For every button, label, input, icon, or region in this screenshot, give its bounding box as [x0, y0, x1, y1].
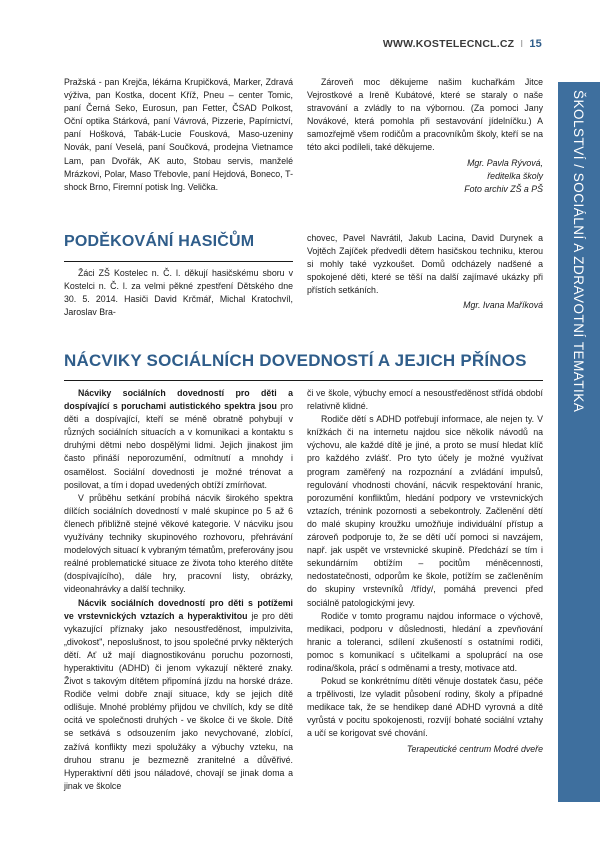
thanks-column	[307, 76, 543, 196]
firefighters-left-column	[64, 267, 293, 319]
sponsors-column	[64, 76, 293, 194]
article-signature: Terapeutické centrum Modré dveře	[406, 743, 543, 754]
page-number: 15	[529, 38, 542, 50]
header-separator: I	[520, 38, 524, 50]
article-paragraph-5: Rodiče dětí s ADHD potřebují informace, ale nejen ty. V knížkách či na internetu najdou sice několik návodů na výchovu, ale každé dítě je jiné, a proto se musí hledat klíč pro každého zvlášť. Pro tyto účely je možné využívat program zaměřený na rozpoznání a zvládání impulsů, regulování vhodnosti chování, nácvik respektování hranic, porozumění konfliktům, hledání podpory ve vrstevnických vztazích, trénink pozornosti a sebekontroly. Začlenění dětí do malé skupiny kroužku umožňuje individuální přístup a zároveň podporuje to, že se dětí učí pomoci si navzájem, např. jak uspět ve vrstevnické skupině. Předchází se tím i sekundárním obtížím – pocitům méněcennosti, nedostatečnosti, odporům ke škole, potížím se začleněním do skupiny vrstevníků /třídy/, pomáhá prevenci před sociálně patologickými jevy.	[307, 414, 543, 608]
article-paragraph-1-body: pro děti a dospívající, kteří se méně obratně pohybují v různých sociálních situacích a v komunikaci a kontaktu s druhými dětmi nebo dospělými lidmi. Jejich jinakost jim často přináší neporozumění, odmítnutí a mnohdy i osamělost. Sociální dovednosti je možné trénovat a posilovat, a tím i dopad uvedených obtíží zmírňovat.	[64, 401, 293, 490]
article-paragraph-7: Pokud se konkrétnímu dítěti věnuje dostatek času, péče a trpělivosti, lze vyladit působení rodiny, školy a případné medikace tak, že se hendikep dané ADHD vyrovná a dítě vyrůstá v pocitu spokojenosti, rozvíjí bohaté sociální vztahy a učí se korigovat své chování.	[307, 676, 543, 739]
photo-credit: Foto archiv ZŠ a PŠ	[464, 183, 543, 194]
thanks-text: Zároveň moc děkujeme našim kuchařkám Jitce Vejrostkové a Ireně Kubátové, které se staraly o naše stravování a zvládly to na výbornou. (Za pomoci Jany Novákové, která pomohla při sestavování jídelníčku.) A samozřejmě všem rodičům a pracovníkům školy, kteří se na této akci podíleli, také děkujeme.	[307, 77, 543, 153]
firefighters-text-left: Žáci ZŠ Kostelec n. Č. l. děkují hasičskému sboru v Kostelci n. Č. l. za velmi pěkné zpestření Dětského dne 30. 5. 2014. Hasiči David Krčmář, Michal Kratochvíl, Jaroslav Bra-	[64, 268, 293, 318]
signature-role: ředitelka školy	[487, 170, 543, 181]
article-rule	[64, 380, 543, 381]
article-left-column	[64, 387, 293, 793]
article-heading: NÁCVIKY SOCIÁLNÍCH DOVEDNOSTÍ A JEJICH PŘÍNOS	[64, 351, 527, 370]
section-side-tab-label: ŠKOLSTVÍ / SOCIÁLNÍ A ZDRAVOTNÍ TEMATIKA	[571, 90, 586, 413]
firefighters-text-right: chovec, Pavel Navrátil, Jakub Lacina, David Durynek a Vojtěch Zajíček předvedli dětem hasičskou techniku, kterou si mohly také vyzkoušet. Domů odcházely nadšené a spokojené děti, které se těší na další zajímavé ukázky při přístích setkáních.	[307, 233, 543, 296]
article-paragraph-1-lead: Nácviky sociálních dovedností pro děti a dospívající s poruchami autistického spektra jsou	[64, 388, 293, 412]
article-paragraph-3	[64, 597, 293, 793]
page-header	[383, 38, 542, 50]
signature-name: Mgr. Pavla Rývová,	[467, 157, 543, 168]
section-side-tab-label-wrap	[571, 90, 593, 412]
article-paragraph-4: či ve škole, výbuchy emocí a nesoustředěnost střídá období relativně klidné.	[307, 388, 543, 412]
firefighters-signature: Mgr. Ivana Maříková	[463, 300, 543, 311]
article-paragraph-1	[64, 387, 293, 492]
sponsors-text: Pražská - pan Krejča, lékárna Krupičková, Marker, Zdravá výživa, pan Kostka, docent Kříž, Pneu – center Tomic, paní Černá Seko, Eurosun, pan Fetter, ČSAD Polkost, Oční optika Stárková, paní Vávrová, Pizzerie, Papírnictví, paní Hošková, Tabák-Lucie Fousková, Maso-uzeniny Novák, paní Veselá, paní Součková, prodejna Vietnamce Lam, pan Dvořák, AK auto, Stobau servis, manželé Mrázkovi, Polar, Maso Třebovle, paní Hejdová, Boneco, T-shock Brno, Firemní potisk Ing. Velička.	[64, 77, 293, 192]
firefighters-heading: PODĚKOVÁNÍ HASIČŮM	[64, 233, 255, 250]
article-paragraph-3-body: je pro děti vykazující příznaky jako nesoustředěnost, impulzivita, „divokost", neposlušnost, to jsou společné prvky některých dětí. Ať už mají diagnostikovánu poruchu pozornosti, hyperaktivitu (ADHD) či jenom vykazují některé znaky. Život s takovým dítětem připomíná jízdu na horské dráze. Rodiče velmi dobře znají situace, kdy se jejich dítě odlišuje. Mnohé problémy přijdou ve chvílích, kdy se dítě ocitá ve společnosti druhých - ve školce či ve škole. Dítě se setkává s odsouzením jako nevychované, zlobící, zažívá konflikty mezi spolužáky a výbuchy vzteku, na druhou stranu je bezmezně zranitelné a důvěřivé. Hyperaktivní děti jsou náladové, chovají se jinak doma a jinak ve školce	[64, 610, 294, 791]
article-paragraph-2: V průběhu setkání probíhá nácvik širokého spektra dílčích sociálních dovedností v malé skupince po 5 až 6 členech přibližně stejné věkové kategorie. V nácviku jsou využívány techniky skupinového rozhovoru, přehrávání modelových situací k vybraným tématům, preferovány jsou reálné problematické situace ze života toho kterého dítěte (dospívajícího), dále hry, pracovní listy, obrázky, videonahrávky a další techniky.	[64, 492, 293, 595]
heading-rule	[64, 261, 293, 262]
article-paragraph-3-lead: Nácvik sociálních dovedností pro děti s potížemi ve vrstevnických vztazích a hyperaktivitou	[64, 597, 293, 621]
site-url: WWW.KOSTELECNCL.CZ	[382, 38, 515, 50]
firefighters-right-column	[307, 232, 543, 313]
article-right-column	[307, 387, 543, 756]
article-paragraph-6: Rodiče v tomto programu najdou informace o výchově, medikaci, podporu v důslednosti, hledání a zpevňování hranic a toleranci, sdílení zkušeností s ostatními rodiči, pomoc s komunikací s učitelkami a spoluprácí na ose rodina/škola, prácí s odměnami a tresty, motivace atd.	[307, 610, 543, 673]
